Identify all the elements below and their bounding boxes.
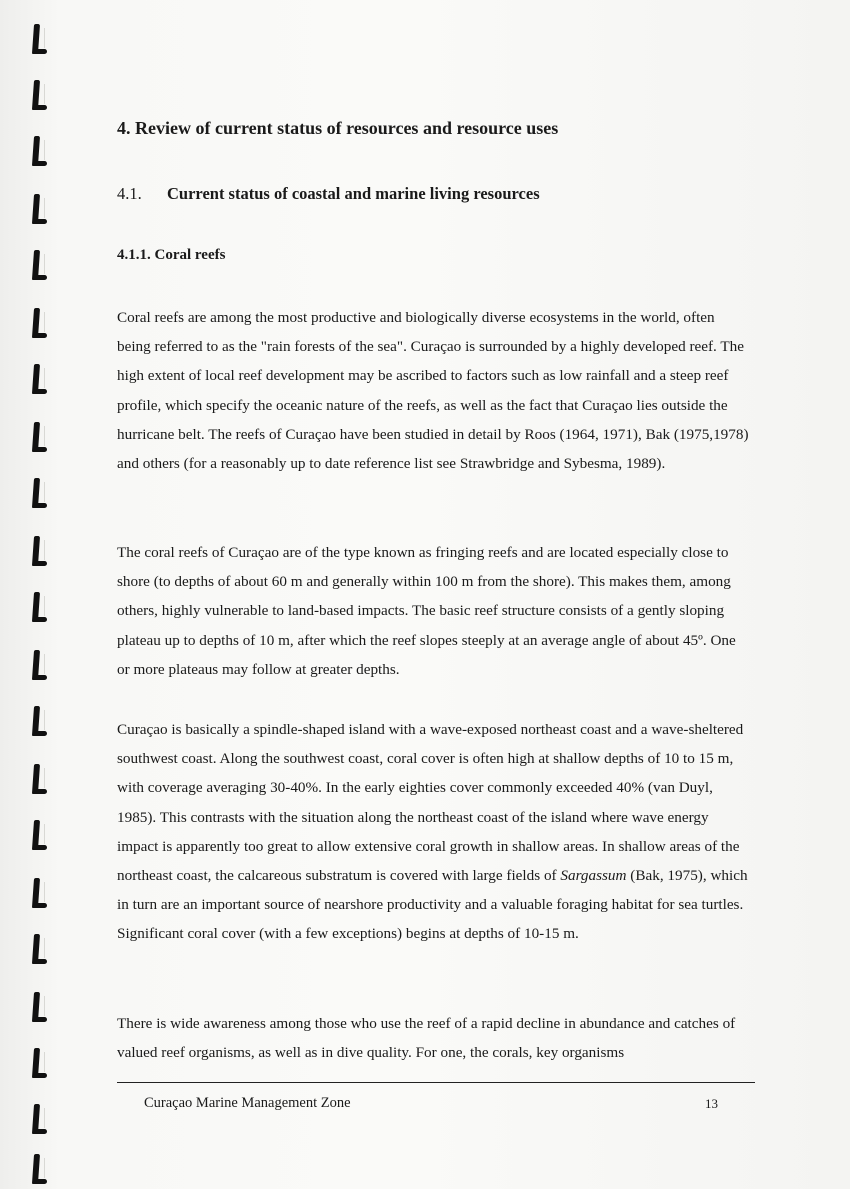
binding-ring [24,816,50,854]
page-number: 13 [705,1096,718,1111]
subsection-heading [117,184,540,204]
binding-ring [24,474,50,512]
binding-ring [24,360,50,398]
binding-ring [24,588,50,626]
paragraph-reef-decline: There is wide awareness among those who use the reef of a rapid decline in abundance and catches of valued reef organisms, as well as in dive quality. For one, the corals, key organisms [117,1015,736,1062]
footer-title: Curaçao Marine Management Zone [144,1095,351,1111]
species-name-italic: Sargassum [560,867,627,885]
paragraph-coral-reefs-intro: Coral reefs are among the most productive and biologically diverse ecosystems in the world, often being referred to as the "rain forests of the sea". Curaçao is surrounded by a highly developed reef. The high extent of local reef development may be ascribed to factors such as low rainfall and a steep reef profile, which specify the oceanic nature of the reefs, as well as the fact that Curaçao lies outside the hurricane belt. The reefs of Curaçao have been studied in detail by Roos (1964, 1971), Bak (1975,1978) and others (for a reasonably up to date reference list see Strawbridge and Sybesma, 1989). [117,309,749,473]
paragraph-island-shape [117,715,749,949]
binding-ring [24,1044,50,1082]
binding-ring [24,1100,50,1138]
binding-ring [24,76,50,114]
binding-ring [24,418,50,456]
footer-rule [117,1082,755,1083]
binding-ring [24,1150,50,1188]
binding-ring [24,132,50,170]
binding-ring [24,246,50,284]
binding-ring [24,702,50,740]
binding-ring [24,988,50,1026]
subsection-number: 4.1. [117,184,142,203]
paragraph-fringing-reefs: The coral reefs of Curaçao are of the type known as fringing reefs and are located especially close to shore (to depths of about 60 m and generally within 100 m from the shore). This makes them, among others, highly vulnerable to land-based impacts. The basic reef structure consists of a gently sloping plateau up to depths of 10 m, after which the reef slopes steeply at an average angle of about 45º. One or more plateaus may follow at greater depths. [117,544,736,678]
binding-ring [24,760,50,798]
paragraph-text-end: (Bak, 1975), which in turn are an important source of nearshore productivity and a valuable foraging habitat for sea turtles. Significant coral cover (with a few exceptions) begins at depths of 10-15 m. [117,867,748,943]
binding-ring [24,646,50,684]
paragraph-text-start: Curaçao is basically a spindle-shaped island with a wave-exposed northeast coast and a wave-sheltered southwest coast. Along the southwest coast, coral cover is often high at shallow depths of 10 to 15 m, with coverage averaging 30-40%. In the early eighties cover commonly exceeded 40% (van Duyl, 1985). This contrasts with the situation along the northeast coast of the island where wave energy impact is apparently too great to allow extensive coral growth in shallow areas. In shallow areas of the northeast coast, the calcareous substratum is covered with large fields of [117,721,744,885]
binding-ring [24,874,50,912]
spiral-binding [20,18,60,1178]
subsection-title: Current status of coastal and marine living resources [167,184,540,203]
binding-ring [24,930,50,968]
binding-ring [24,190,50,228]
subsubsection-heading: 4.1.1. Coral reefs [117,247,226,263]
binding-ring [24,532,50,570]
binding-ring [24,304,50,342]
binding-ring [24,20,50,58]
section-heading: 4. Review of current status of resources and resource uses [117,118,559,138]
